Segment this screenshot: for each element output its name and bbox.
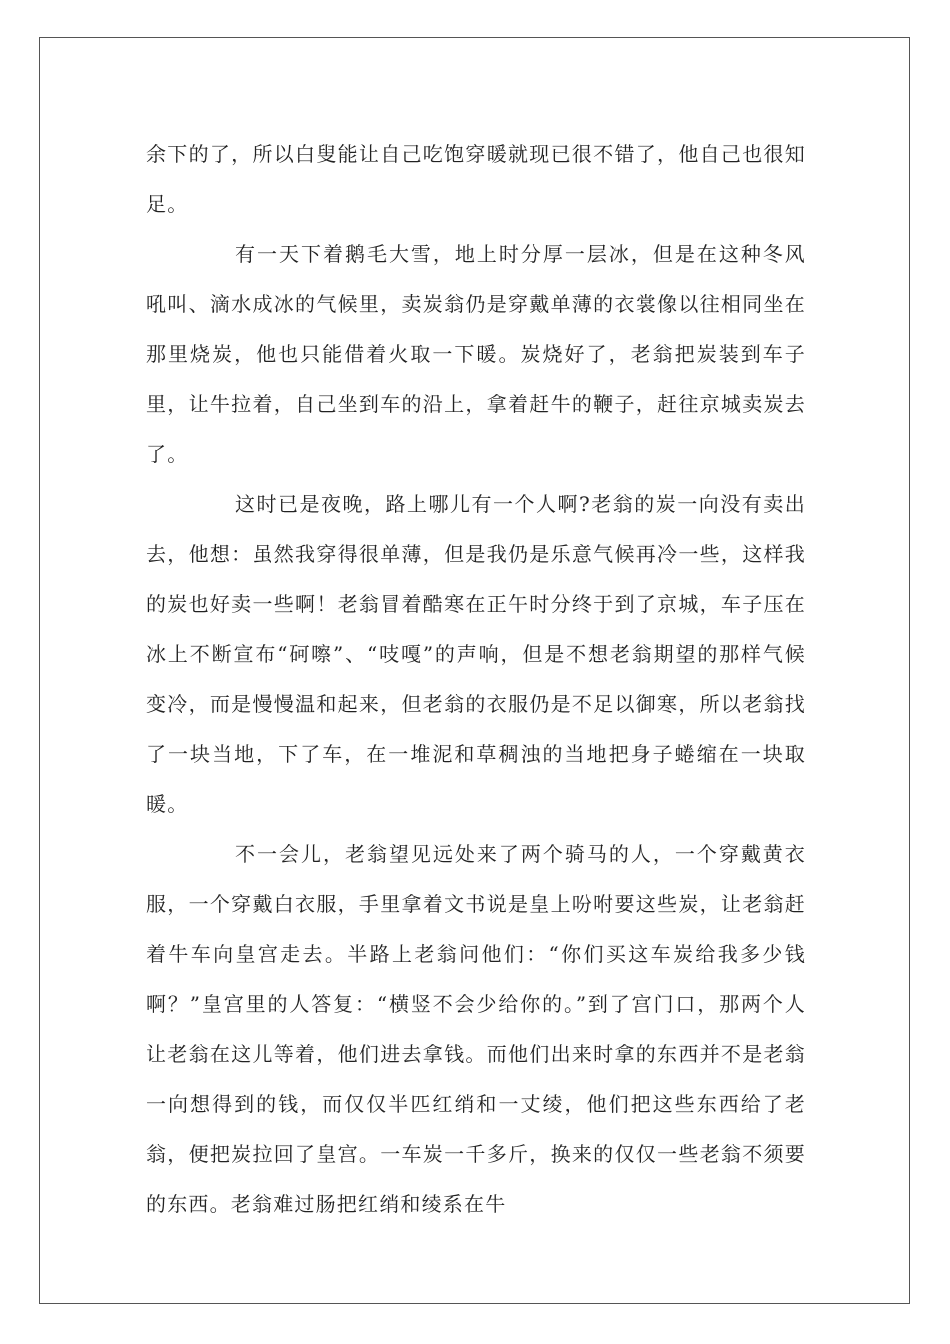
paragraph-3: 这时已是夜晚，路上哪儿有一个人啊?老翁的炭一向没有卖出去，他想：虽然我穿得很单薄，但是我仍是乐意气候再冷一些，这样我的炭也好卖一些啊！老翁冒着酷寒在正午时分终于到了京城，车子压在冰上不断宣布“砢嚓”、“吱嘎”的声响，但是不想老翁期望的那样气候变冷，而是慢慢温和起来，但老翁的衣服仍是不足以御寒，所以老翁找了一块当地，下了车，在一堆泥和草稠浊的当地把身子蜷缩在一块取暖。 [146, 492, 806, 816]
paragraph-2: 有一天下着鹅毛大雪，地上时分厚一层冰，但是在这种冬风吼叫、滴水成冰的气候里，卖炭翁仍是穿戴单薄的衣裳像以往相同坐在那里烧炭，他也只能借着火取一下暖。炭烧好了，老翁把炭装到车子里，让牛拉着，自己坐到车的沿上，拿着赶牛的鞭子，赶往京城卖炭去了。 [146, 242, 806, 466]
paragraph-1: 余下的了，所以白叟能让自己吃饱穿暖就现已很不错了，他自己也很知足。 [146, 142, 806, 216]
paragraph-4: 不一会儿，老翁望见远处来了两个骑马的人，一个穿戴黄衣服，一个穿戴白衣服，手里拿着文书说是皇上吩咐要这些炭，让老翁赶着牛车向皇宫走去。半路上老翁问他们：“你们买这车炭给我多少钱啊？”皇宫里的人答复：“横竖不会少给你的。”到了宫门口，那两个人让老翁在这儿等着，他们进去拿钱。而他们出来时拿的东西并不是老翁一向想得到的钱，而仅仅半匹红绡和一丈绫，他们把这些东西给了老翁，便把炭拉回了皇宫。一车炭一千多斤，换来的仅仅一些老翁不须要的东西。老翁难过肠把红绡和绫系在牛 [146, 842, 806, 1216]
document-body [146, 129, 806, 1229]
